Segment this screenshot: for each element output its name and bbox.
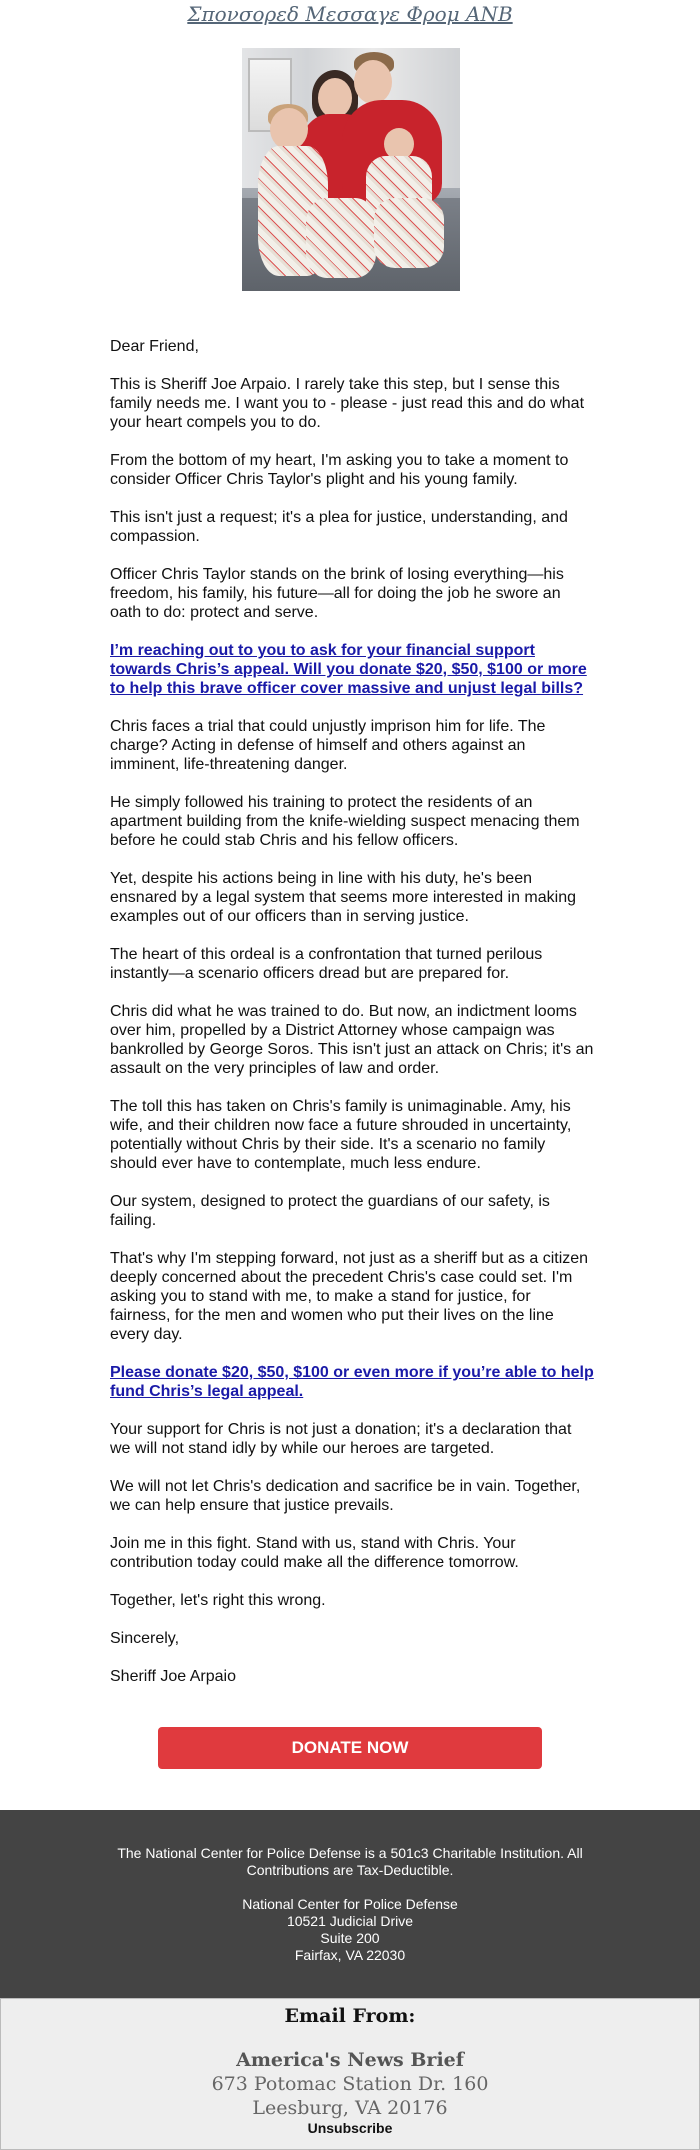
- donate-now-button[interactable]: DONATE NOW: [158, 1727, 542, 1769]
- letter-paragraph: Together, let's right this wrong.: [110, 1592, 326, 1609]
- address-suite: Suite 200: [320, 1930, 380, 1946]
- donate-link[interactable]: Please donate $20, $50, $100 or even more if you’re able to help fund Chris’s legal appeal.: [110, 1364, 594, 1400]
- sponsored-message-link[interactable]: Σπονσορεδ Μεσσαγε Φρομ ΑΝΒ: [187, 2, 513, 26]
- letter-paragraph: The toll this has taken on Chris's family is unimaginable. Amy, his wife, and their children now face a future shrouded in uncertainty, potentially without Chris by their side. It's a scenario no family should ever have to contemplate, much less endure.: [110, 1098, 572, 1172]
- letter-paragraph: [110, 1363, 595, 1401]
- letter-paragraph: Our system, designed to protect the guardians of our safety, is failing.: [110, 1193, 550, 1229]
- footer-sender: [0, 1998, 700, 2150]
- letter-paragraph: Your support for Chris is not just a donation; it's a declaration that we will not stand idly by while our heroes are targeted.: [110, 1421, 572, 1457]
- letter-paragraph: From the bottom of my heart, I'm asking you to take a moment to consider Officer Chris Taylor's plight and his young family.: [110, 452, 569, 488]
- greeting: Dear Friend,: [110, 338, 199, 355]
- letter-body: [110, 337, 595, 1705]
- letter-paragraph: That's why I'm stepping forward, not just as a sheriff but as a citizen deeply concerned about the precedent Chris's case could set. I'm asking you to stand with me, to make a stand for justice, for fairness, for the men and women who put their lives on the line every day.: [110, 1250, 589, 1343]
- letter-paragraph: Officer Chris Taylor stands on the brink of losing everything—his freedom, his family, his future—all for doing the job he swore an oath to do: protect and serve.: [110, 566, 564, 621]
- organization-name: National Center for Police Defense: [242, 1896, 458, 1912]
- letter-paragraph: This isn't just a request; it's a plea for justice, understanding, and compassion.: [110, 509, 568, 545]
- donation-appeal-link[interactable]: I’m reaching out to you to ask for your financial support towards Chris’s appeal. Will you donate $20, $50, $100 or more to help this brave officer cover massive and unjust legal bills?: [110, 642, 587, 697]
- footer-organization: [0, 1810, 700, 1998]
- unsubscribe-link[interactable]: Unsubscribe: [307, 2120, 393, 2136]
- sender-city: Leesburg, VA 20176: [252, 2097, 448, 2119]
- email-from-label: Email From:: [284, 2005, 416, 2027]
- address-street: 10521 Judicial Drive: [286, 1913, 414, 1929]
- family-photo: [242, 48, 460, 291]
- letter-paragraph: He simply followed his training to protect the residents of an apartment building from the knife-wielding suspect menacing them before he could stab Chris and his fellow officers.: [110, 794, 580, 849]
- letter-paragraph: [110, 641, 595, 698]
- signature: Sheriff Joe Arpaio: [110, 1668, 237, 1685]
- letter-paragraph: Join me in this fight. Stand with us, stand with Chris. Your contribution today could make all the difference tomorrow.: [110, 1535, 519, 1571]
- letter-paragraph: Yet, despite his actions being in line with his duty, he's been ensnared by a legal system that seems more interested in making examples out of our officers than in serving justice.: [110, 870, 577, 925]
- letter-paragraph: We will not let Chris's dedication and sacrifice be in vain. Together, we can help ensure that justice prevails.: [110, 1478, 581, 1514]
- sender-name: America's News Brief: [236, 2049, 464, 2071]
- sender-street: 673 Potomac Station Dr. 160: [211, 2073, 489, 2095]
- address-city: Fairfax, VA 22030: [294, 1947, 406, 1963]
- organization-address: [0, 1896, 700, 1964]
- letter-paragraph: This is Sheriff Joe Arpaio. I rarely take this step, but I sense this family needs me. I want you to - please - just read this and do what your heart compels you to do.: [110, 376, 585, 431]
- letter-paragraph: The heart of this ordeal is a confrontation that turned perilous instantly—a scenario officers dread but are prepared for.: [110, 946, 543, 982]
- tax-deductible-notice: The National Center for Police Defense is a 501c3 Charitable Institution. All Contributions are Tax-Deductible.: [117, 1845, 583, 1878]
- letter-paragraph: Chris did what he was trained to do. But now, an indictment looms over him, propelled by a District Attorney whose campaign was bankrolled by George Soros. This isn't just an attack on Chris; it's an assault on the very principles of law and order.: [110, 1003, 594, 1077]
- sign-off: Sincerely,: [110, 1630, 180, 1647]
- letter-paragraph: Chris faces a trial that could unjustly imprison him for life. The charge? Acting in defense of himself and others against an imminent, life-threatening danger.: [110, 718, 546, 773]
